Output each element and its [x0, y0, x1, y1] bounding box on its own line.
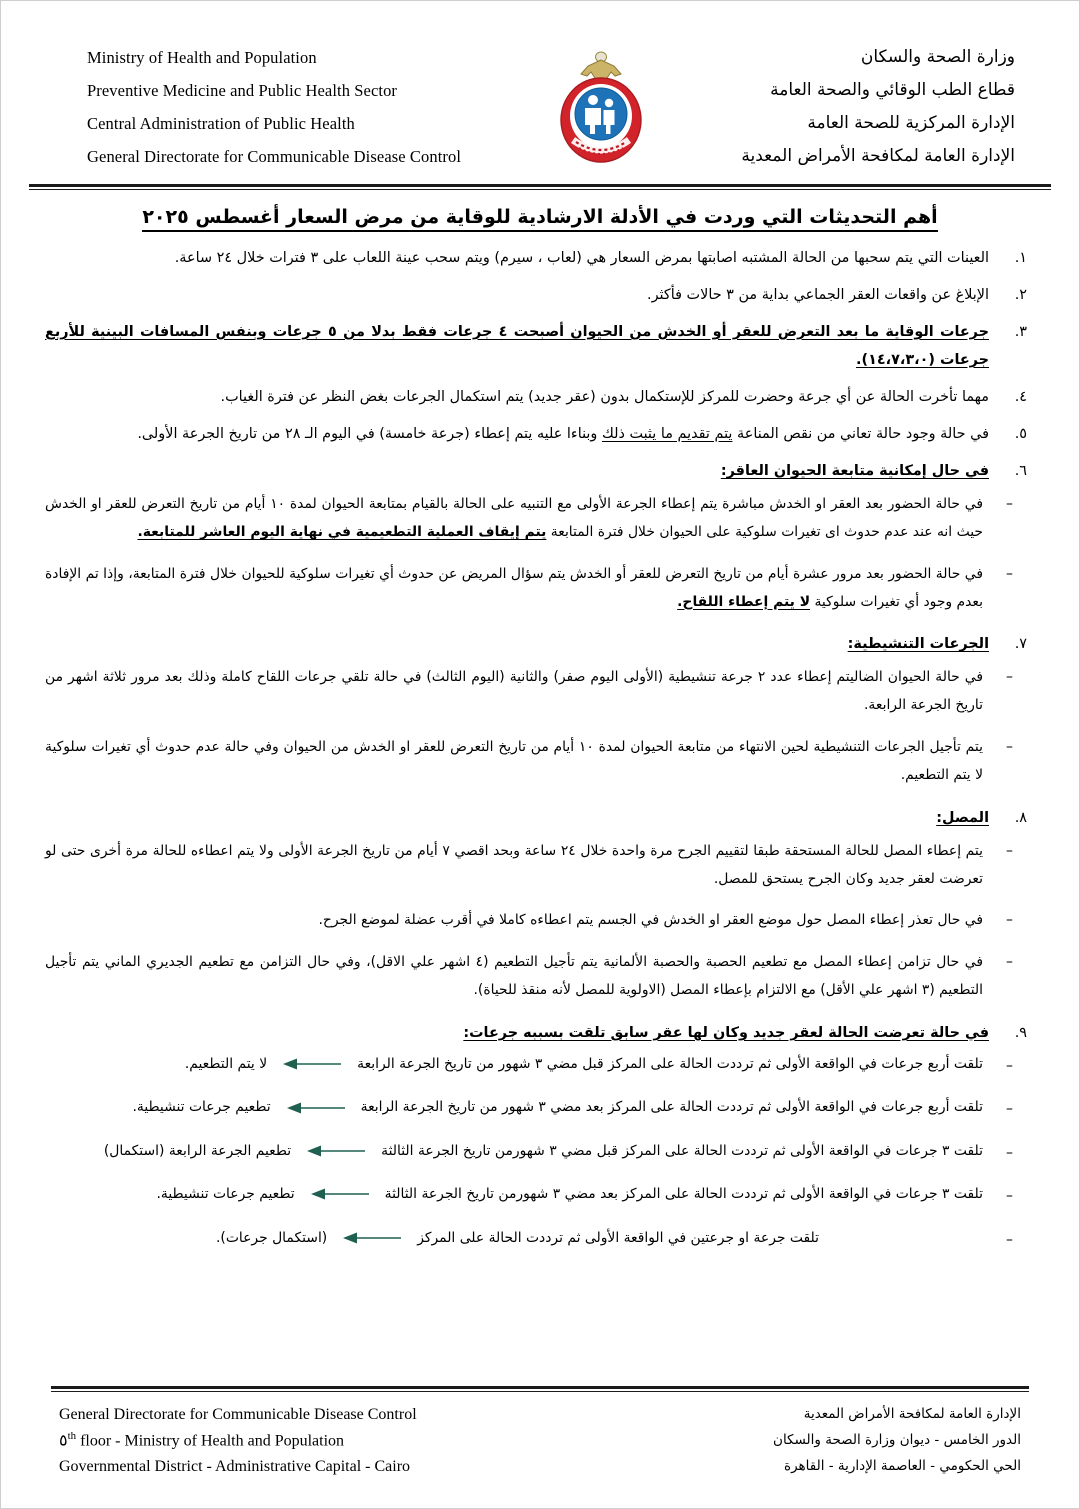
egypt-ministry-of-health-emblem-icon: [547, 48, 655, 166]
document-body: [23, 236, 1057, 1251]
arrow-left-icon: [281, 1057, 343, 1071]
text-run: يتم تقديم ما يثبت ذلك: [601, 425, 733, 442]
sub-dash-list: [45, 664, 1031, 789]
arrow-row-result: لا يتم التطعيم.: [184, 1055, 268, 1072]
arrow-left-icon: [305, 1144, 367, 1158]
sub-dash-list: [45, 838, 1031, 1005]
sub-item-text: في حال تزامن إعطاء المصل مع تطعيم الحصبة والحصبة الألمانية يتم تأجيل التطعيم (٤ اشهر علي الاقل)، وفي حال التزامن مع تطعيم الجديري الماني يتم تأجيل التطعيم (٣ اشهر علي الأقل) مع الالتزام بإعطاء المصل (الاولوية للمصل لأنه منقذ للحياة).: [45, 954, 983, 999]
arrow-row-condition: تلقت أربع جرعات في الواقعة الأولى ثم ترددت الحالة على المركز قبل مضي ٣ شهور من تاريخ الجرعة الرابعة: [357, 1055, 983, 1072]
sub-list-item: [45, 664, 1031, 720]
footer-ar-line-3: الحي الحكومي - العاصمة الإدارية - القاهرة: [784, 1457, 1021, 1474]
arrow-row-condition: تلقت ٣ جرعات في الواقعة الأولى ثم ترددت الحالة على المركز قبل مضي ٣ شهورمن تاريخ الجرعة الثالثة: [381, 1142, 983, 1159]
numbered-item: [45, 383, 1031, 411]
sub-list-item: [45, 949, 1031, 1005]
arrow-row-condition: تلقت أربع جرعات في الواقعة الأولى ثم ترددت الحالة على المركز بعد مضي ٣ شهور من تاريخ الجرعة الرابعة: [360, 1099, 983, 1116]
dash-bullet-icon: –: [1006, 739, 1013, 756]
letterhead-ar-line-1: وزارة الصحة والسكان: [860, 47, 1015, 67]
arrow-decision-row: [45, 1138, 1031, 1164]
numbered-item: [45, 244, 1031, 272]
footer-ar-line-2: الدور الخامس - ديوان وزارة الصحة والسكان: [773, 1431, 1021, 1448]
page-title-text: أهم التحديثات التي وردت في الأدلة الارشادية للوقاية من مرض السعار أغسطس ٢٠٢٥: [142, 206, 937, 232]
arrow-left-icon: [341, 1231, 403, 1245]
letterhead: [23, 15, 1057, 180]
item-marker: ١.: [1014, 249, 1027, 266]
item-text: الإبلاغ عن واقعات العقر الجماعي بداية من ٣ حالات فأكثر.: [647, 286, 989, 303]
arrow-row-result: تطعيم جرعات تنشيطية.: [156, 1186, 295, 1203]
dash-bullet-icon: –: [1006, 1231, 1013, 1248]
item-marker: ٩.: [1014, 1024, 1027, 1041]
arrow-row-result: (استكمال جرعات).: [215, 1229, 328, 1246]
sub-list-item: [45, 561, 1031, 617]
dash-bullet-icon: –: [1006, 669, 1013, 686]
arrow-decision-row: [45, 1094, 1031, 1120]
item-text: في حال إمكانية متابعة الحيوان العاقر:: [720, 463, 989, 480]
arrow-row-condition: تلقت جرعة او جرعتين في الواقعة الأولى ثم ترددت الحالة على المركز: [417, 1229, 819, 1246]
dash-bullet-icon: –: [1006, 1057, 1013, 1074]
arrow-decision-row: [45, 1051, 1031, 1077]
arrow-row-condition: تلقت ٣ جرعات في الواقعة الأولى ثم ترددت الحالة على المركز بعد مضي ٣ شهورمن تاريخ الجرعة الثالثة: [384, 1186, 983, 1203]
footer-floor-number: ٥: [59, 1432, 68, 1450]
dash-bullet-icon: –: [1006, 912, 1013, 929]
header-divider-thin: [29, 189, 1051, 190]
numbered-item: [45, 630, 1031, 658]
letterhead-ar-line-4: الإدارة العامة لمكافحة الأمراض المعدية: [741, 146, 1015, 167]
sub-item-text: في حالة الحضور بعد مرور عشرة أيام من تاريخ التعرض للعقر أو الخدش يتم سؤال المريض عن حدوث أي تغيرات سلوكية للحيوان خلال فترة المتابعة، وإذا تم الإفادة بعدم وجود أي تغيرات سلوكية لا يتم إعطاء اللقاح.: [45, 565, 983, 610]
item-text: العينات التي يتم سحبها من الحالة المشتبه اصابتها بمرض السعار هي (لعاب ، سيرم) ويتم سحب عينة اللعاب على ٣ فترات خلال ٢٤ ساعة.: [174, 249, 989, 266]
header-divider-thick: [29, 184, 1051, 187]
item-marker: ٧.: [1014, 636, 1027, 653]
letterhead-en-line-3: Central Administration of Public Health: [87, 114, 355, 134]
dash-bullet-icon: –: [1006, 1101, 1013, 1118]
item-marker: ٨.: [1014, 809, 1027, 826]
sub-list-item: [45, 907, 1031, 935]
item-marker: ٣.: [1014, 323, 1027, 340]
text-run: يتم إيقاف العملية التطعيمية في نهاية اليوم العاشر للمتابعة.: [137, 523, 547, 540]
arrow-row-result: تطعيم جرعات تنشيطية.: [132, 1099, 271, 1116]
numbered-item: [45, 804, 1031, 832]
item-marker: ٤.: [1014, 388, 1027, 405]
item-marker: ٥.: [1014, 425, 1027, 442]
sub-list-item: [45, 838, 1031, 894]
arrow-decision-row: [45, 1225, 1031, 1251]
sub-item-text: يتم تأجيل الجرعات التنشيطية لحين الانتهاء من متابعة الحيوان لمدة ١٠ أيام من تاريخ التعرض للعقر او الخدش من الحيوان وفي حالة عدم حدوث أي تغيرات سلوكية لا يتم التطعيم.: [45, 739, 983, 783]
numbered-list: [45, 244, 1031, 1047]
item-text: المصل:: [936, 809, 989, 826]
footer-en-line-1: General Directorate for Communicable Disease Control: [59, 1405, 417, 1423]
dash-bullet-icon: –: [1006, 565, 1013, 582]
letterhead-en-line-4: General Directorate for Communicable Disease Control: [87, 147, 462, 167]
arrow-decision-list: [45, 1051, 1031, 1251]
dash-bullet-icon: –: [1006, 1144, 1013, 1161]
arrow-left-icon: [285, 1101, 347, 1115]
item-text: جرعات الوقاية ما بعد التعرض للعقر أو الخدش من الحيوان أصبحت ٤ جرعات فقط بدلا من ٥ جرعات وبنفس المسافات البينية للأربع جرعات (١٤،٧،٣،٠).: [45, 323, 989, 368]
sub-item-text: يتم إعطاء المصل للحالة المستحقة طبقا لتقييم الجرح مرة واحدة خلال ٢٤ ساعة وبحد اقصي ٧ أيام من تاريخ الجرعة الأولى ولا يتم اعطاءه للحالة مرة أخرى حتى لو تعرضت لعقر جديد وكان الجرح يستحق للمصل.: [45, 842, 983, 887]
letterhead-en-line-2: Preventive Medicine and Public Health Sector: [87, 81, 398, 101]
sub-item-text: في حال تعذر إعطاء المصل حول موضع العقر او الخدش في الجسم يتم اعطاءه كاملا في أقرب عضلة لموضع الجرح.: [318, 912, 983, 929]
letterhead-arabic: [741, 41, 1045, 174]
footer-en-line-2: [59, 1428, 417, 1454]
item-text: في حالة وجود حالة تعاني من نقص المناعة يتم تقديم ما يثبت ذلك وبناءا عليه يتم إعطاء (جرعة خامسة) في اليوم الـ ٢٨ من تاريخ الجرعة الأولى.: [137, 425, 989, 442]
numbered-item: [45, 318, 1031, 374]
numbered-item: [45, 1019, 1031, 1047]
sub-list-item: [45, 491, 1031, 547]
numbered-item: [45, 281, 1031, 309]
footer-english: [59, 1402, 417, 1480]
text-run: لا يتم إعطاء اللقاح.: [677, 593, 811, 610]
item-text: الجرعات التنشيطية:: [847, 636, 989, 653]
letterhead-ar-line-3: الإدارة المركزية للصحة العامة: [807, 113, 1015, 134]
footer-en-line-2-text: floor - Ministry of Health and Population: [80, 1432, 345, 1450]
arrow-decision-row: [45, 1181, 1031, 1207]
sub-list-item: [45, 734, 1031, 790]
footer-ar-line-1: الإدارة العامة لمكافحة الأمراض المعدية: [803, 1405, 1021, 1422]
dash-bullet-icon: –: [1006, 1188, 1013, 1205]
footer-divider-thick: [51, 1386, 1029, 1389]
sub-item-text: في حالة الحضور بعد العقر او الخدش مباشرة يتم إعطاء الجرعة الأولى مع التنبيه على الحالة بالقيام بمتابعة الحيوان لمدة ١٠ أيام من تاريخ التعرض للعقر او الخدش حيث انه عند عدم حدوث اى تغيرات سلوكية على الحيوان خلال فترة المتابعة يتم إيقاف العملية التطعيمية في نهاية اليوم العاشر للمتابعة.: [45, 496, 983, 540]
footer-en-line-3: Governmental District - Administrative Capital - Cairo: [59, 1458, 411, 1476]
arrow-row-result: تطعيم الجرعة الرابعة (استكمال): [103, 1142, 292, 1159]
dash-bullet-icon: –: [1006, 496, 1013, 513]
letterhead-en-line-1: Ministry of Health and Population: [87, 48, 317, 68]
numbered-item: [45, 420, 1031, 448]
letterhead-ar-line-2: قطاع الطب الوقائي والصحة العامة: [770, 80, 1015, 101]
page-inner: [23, 15, 1057, 1498]
footer-floor-suffix: th: [67, 1429, 77, 1442]
sub-dash-list: [45, 491, 1031, 616]
dash-bullet-icon: –: [1006, 954, 1013, 971]
letterhead-english: [35, 41, 461, 173]
page-title: [23, 206, 1057, 228]
sub-item-text: في حالة الحيوان الضاليتم إعطاء عدد ٢ جرعة تنشيطية (الأولى اليوم صفر) والثانية (اليوم الثالث) في حالة تلقي جرعات اللقاح كاملة وذلك بعد مرور ثلاثة اشهر من تاريخ الجرعة الرابعة.: [45, 669, 983, 714]
item-text: مهما تأخرت الحالة عن أي جرعة وحضرت للمركز للإستكمال بدون (عقر جديد) يتم استكمال الجرعات بغض النظر عن فترة الغياب.: [220, 388, 989, 405]
footer-arabic: [773, 1402, 1021, 1480]
item-marker: ٢.: [1014, 286, 1027, 303]
arrow-left-icon: [309, 1187, 371, 1201]
numbered-item: [45, 457, 1031, 485]
footer-wrap: [45, 1382, 1035, 1480]
dash-bullet-icon: –: [1006, 842, 1013, 859]
item-marker: ٦.: [1014, 463, 1027, 480]
footer: [45, 1392, 1035, 1480]
item-text: في حالة تعرضت الحالة لعقر جديد وكان لها عقر سابق تلقت بسببه جرعات:: [463, 1024, 989, 1041]
